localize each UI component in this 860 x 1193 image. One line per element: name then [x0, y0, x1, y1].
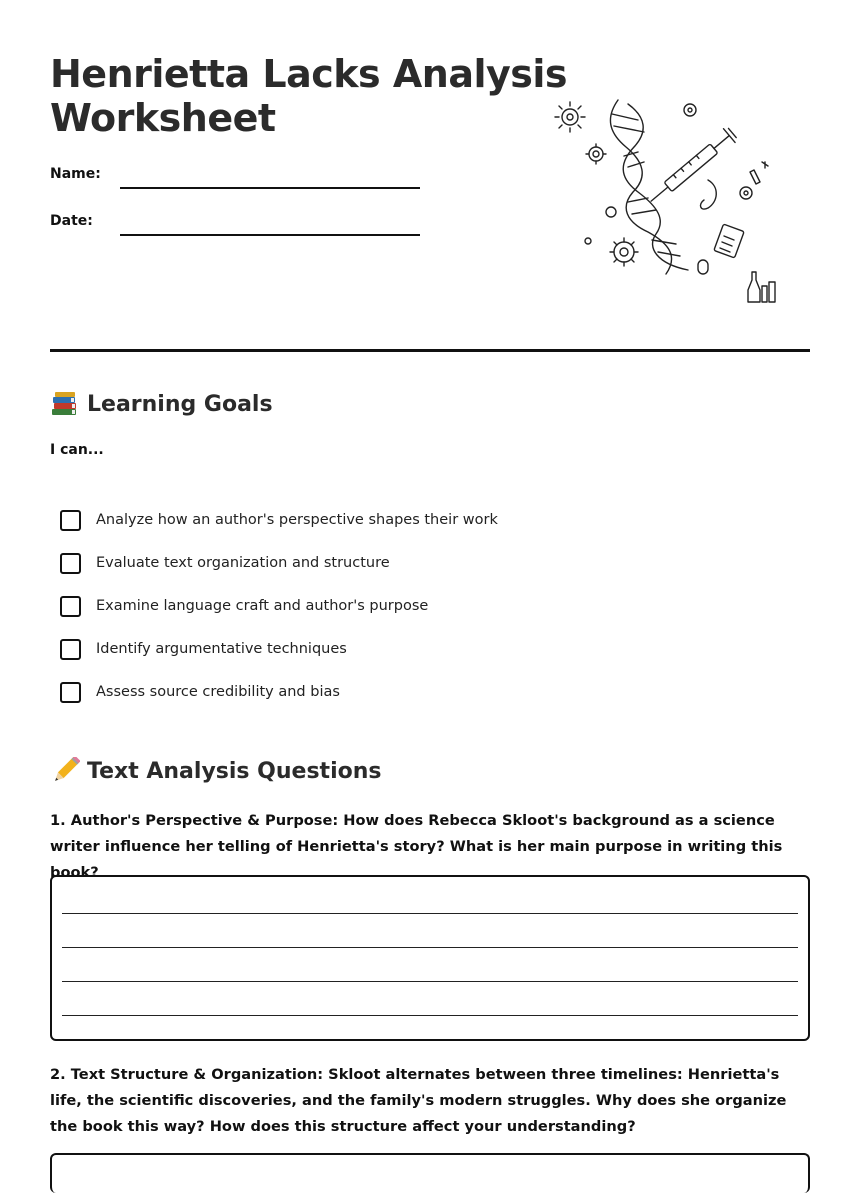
question-1: 1. Author's Perspective & Purpose: How does Rebecca Skloot's background as a science writer influence her telling of Henrietta's story? What is her main purpose in writing this book?	[50, 812, 783, 881]
answer-box-2[interactable]	[50, 1153, 810, 1193]
goal-text: Examine language craft and author's purpose	[96, 598, 429, 614]
goal-text: Assess source credibility and bias	[96, 684, 340, 700]
goal-checkbox[interactable]	[60, 553, 81, 574]
dna-syringe-illustration	[548, 92, 788, 312]
worksheet-title: Henrietta Lacks Analysis Worksheet	[50, 52, 568, 140]
answer-line	[62, 981, 798, 982]
answer-line	[62, 947, 798, 948]
goal-text: Identify argumentative techniques	[96, 641, 347, 657]
goal-item	[60, 594, 428, 618]
learning-goals-heading-text: Learning Goals	[87, 391, 273, 417]
goal-checkbox[interactable]	[60, 682, 81, 703]
goal-item	[60, 551, 390, 575]
goal-item	[60, 637, 347, 661]
header-divider	[50, 349, 810, 352]
date-label: Date:	[50, 213, 93, 229]
question-2: 2. Text Structure & Organization: Skloot alternates between three timelines: Henrietta's life, the scientific discoveries, and the family's modern struggles. Why does she organize the book this way? How does this structure affect your understanding?	[50, 1066, 787, 1135]
name-label: Name:	[50, 166, 101, 182]
learning-goals-heading	[50, 390, 273, 418]
name-field[interactable]	[120, 187, 420, 189]
questions-heading	[50, 757, 382, 785]
goal-text: Analyze how an author's perspective shapes their work	[96, 512, 498, 528]
goal-text: Evaluate text organization and structure	[96, 555, 390, 571]
goals-intro: I can...	[50, 442, 104, 458]
goal-checkbox[interactable]	[60, 596, 81, 617]
questions-heading-text: Text Analysis Questions	[87, 758, 382, 784]
answer-line	[62, 1015, 798, 1016]
goal-checkbox[interactable]	[60, 639, 81, 660]
pencil-icon	[50, 757, 80, 785]
goal-item	[60, 680, 340, 704]
goal-checkbox[interactable]	[60, 510, 81, 531]
answer-line	[62, 913, 798, 914]
books-icon	[50, 390, 80, 418]
goal-item	[60, 508, 498, 532]
answer-box-1[interactable]	[50, 875, 810, 1041]
date-field[interactable]	[120, 234, 420, 236]
